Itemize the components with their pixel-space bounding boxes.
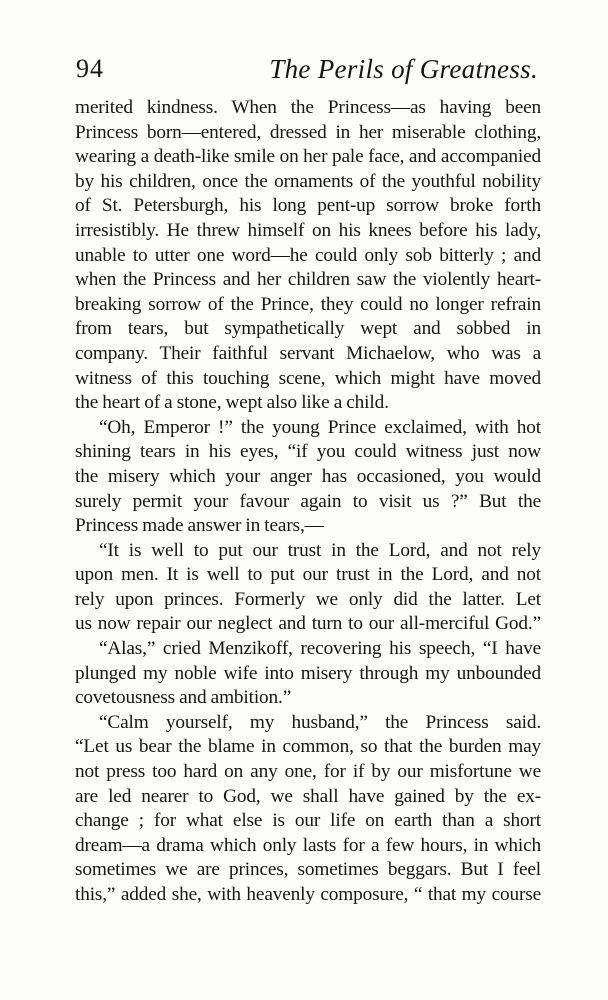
running-title: The Perils of Greatness. (269, 54, 538, 84)
text-line: by his children, once the ornaments of the youthful nobility (75, 170, 541, 192)
text-line: from tears, but sympathetically wept and sobbed in (75, 318, 541, 340)
text-line: sometimes we are princes, sometimes beggars. But I feel (75, 859, 541, 881)
text-line: Princess born—entered, dressed in her miserable clothing, (75, 121, 541, 143)
text-line: company. Their faithful servant Michaelow, who was a (75, 342, 541, 364)
text-line: the heart of a stone, wept also like a child. (75, 392, 389, 414)
text-line: Princess made answer in tears,— (75, 515, 324, 537)
text-line: “Let us bear the blame in common, so that the burden may (75, 736, 541, 758)
text-line: breaking sorrow of the Prince, they could no longer refrain (75, 293, 541, 315)
text-line: covetousness and ambition.” (75, 687, 292, 709)
text-line: not press too hard on any one, for if by our misfortune we (75, 761, 541, 783)
running-head (76, 52, 538, 86)
text-line: “Alas,” cried Menzikoff, recovering his speech, “I have (99, 638, 541, 660)
text-line: “It is well to put our trust in the Lord, and not rely (99, 539, 541, 561)
body-text (75, 96, 541, 908)
text-line: upon men. It is well to put our trust in the Lord, and not (75, 564, 541, 586)
text-line: when the Princess and her children saw the violently heart- (75, 269, 541, 291)
text-line: irresistibly. He threw himself on his knees before his lady, (75, 219, 541, 241)
text-line: merited kindness. When the Princess—as having been (75, 97, 541, 118)
text-line: us now repair our neglect and turn to our all-merciful God.” (75, 613, 541, 635)
text-line: dream—a drama which only lasts for a few hours, in which (75, 834, 541, 856)
text-line: “Calm yourself, my husband,” the Princess said. (99, 711, 541, 733)
text-line: the misery which your anger has occasioned, you would (75, 465, 541, 487)
text-line: wearing a death-like smile on her pale face, and accompanied (75, 146, 541, 168)
page-number: 94 (76, 54, 104, 83)
text-line: unable to utter one word—he could only sob bitterly ; and (75, 244, 541, 266)
text-line: shining tears in his eyes, “if you could witness just now (75, 441, 541, 463)
text-line: plunged my noble wife into misery through my unbounded (75, 662, 541, 684)
text-line: of St. Petersburgh, his long pent-up sorrow broke forth (75, 195, 541, 217)
text-line: surely permit your favour again to visit us ?” But the (75, 490, 541, 512)
text-line: rely upon princes. Formerly we only did the latter. Let (75, 588, 541, 610)
text-line: “Oh, Emperor !” the young Prince exclaimed, with hot (99, 416, 541, 438)
text-line: witness of this touching scene, which might have moved (75, 367, 541, 389)
text-line: are led nearer to God, we shall have gained by the ex- (75, 785, 541, 807)
text-line: change ; for what else is our life on earth than a short (75, 810, 541, 832)
text-line: this,” added she, with heavenly composure, “ that my course (75, 884, 541, 905)
